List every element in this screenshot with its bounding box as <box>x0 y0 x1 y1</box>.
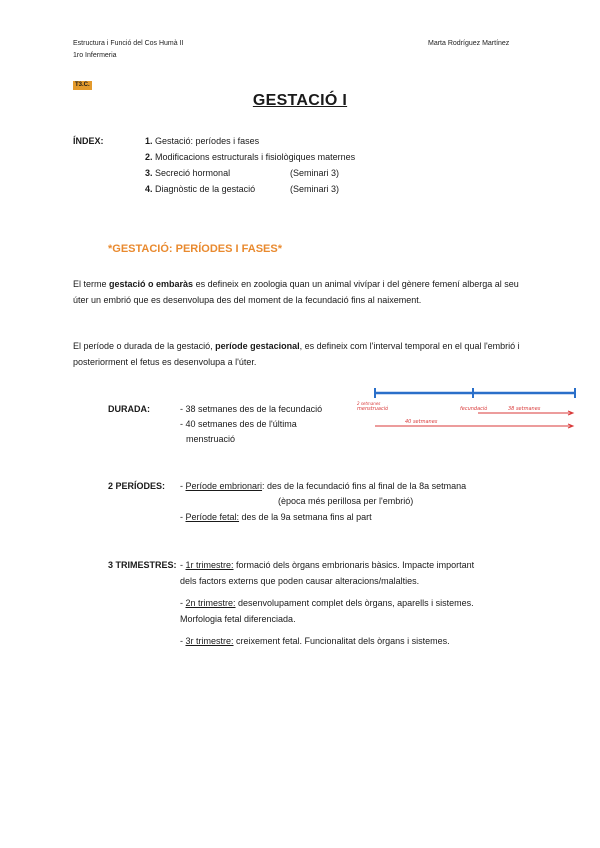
trimestres-label: 3 TRIMESTRES: <box>108 560 177 570</box>
timeline-label-menstruation: menstruació <box>357 406 389 412</box>
course-year: 1ro Infermeria <box>73 52 117 59</box>
paragraph-definition: El terme gestació o embaràs es defineix en zoologia quan un animal vivípar i del gènere femení alberga al seu úter un embrió que es desenvolupa des del moment de la fecundació fins al naixement. <box>73 279 519 305</box>
index-item-note: (Seminari 3) <box>290 168 340 178</box>
index-item: 4. Diagnòstic de la gestació <box>145 184 256 194</box>
topic-badge: T3.C. <box>75 82 90 88</box>
timeline-label-2: 2 setmanes <box>357 401 381 406</box>
periodes-label: 2 PERÍODES: <box>108 481 166 491</box>
index-item: 3. Secreció hormonal <box>145 168 231 178</box>
section-title: *GESTACIÓ: PERÍODES I FASES* <box>108 243 282 255</box>
trimestre-3: - 3r trimestre: creixement fetal. Funcionalitat dels òrgans i sistemes. <box>180 636 450 646</box>
page-title: GESTACIÓ I <box>252 92 348 109</box>
index-label: ÍNDEX: <box>73 136 104 146</box>
periode-embrionari-note: (època més perillosa per l'embrió) <box>278 496 414 506</box>
durada-line: menstruació <box>186 434 236 444</box>
periode-fetal: - Període fetal: des de la 9a setmana fins al part <box>180 512 372 522</box>
trimestre-2: - 2n trimestre: desenvolupament complet dels òrgans, aparells i sistemes. <box>180 598 474 608</box>
durada-line: - 40 setmanes des de l'última <box>180 419 297 429</box>
durada-line: - 38 setmanes des de la fecundació <box>180 404 323 414</box>
course-title: Estructura i Funció del Cos Humà II <box>73 40 184 47</box>
timeline-label-fecundation: fecundació <box>460 406 488 412</box>
index-item: 2. Modificacions estructurals i fisiològiques maternes <box>145 152 356 162</box>
author-name: Marta Rodríguez Martínez <box>428 40 510 47</box>
gestation-timeline <box>357 385 590 435</box>
trimestre-2-cont: Morfologia fetal diferenciada. <box>180 614 296 624</box>
trimestre-1-cont: dels factors externs que poden causar alteracions/malalties. <box>180 576 420 586</box>
periode-embrionari: - Període embrionari: des de la fecundació fins al final de la 8a setmana <box>180 481 467 491</box>
paragraph-period: El període o durada de la gestació, període gestacional, es defineix com l'interval temporal en el qual l'embrió i posteriorment el fetus es desenvolupa a l'úter. <box>73 341 520 367</box>
trimestre-1: - 1r trimestre: formació dels òrgans embrionaris bàsics. Impacte important <box>180 560 475 570</box>
index-item-note: (Seminari 3) <box>290 184 340 194</box>
timeline-label-40: 40 setmanes <box>405 419 438 425</box>
index-item: 1. Gestació: períodes i fases <box>145 136 260 146</box>
timeline-label-38: 38 setmanes <box>508 406 541 412</box>
durada-label: DURADA: <box>108 404 150 414</box>
